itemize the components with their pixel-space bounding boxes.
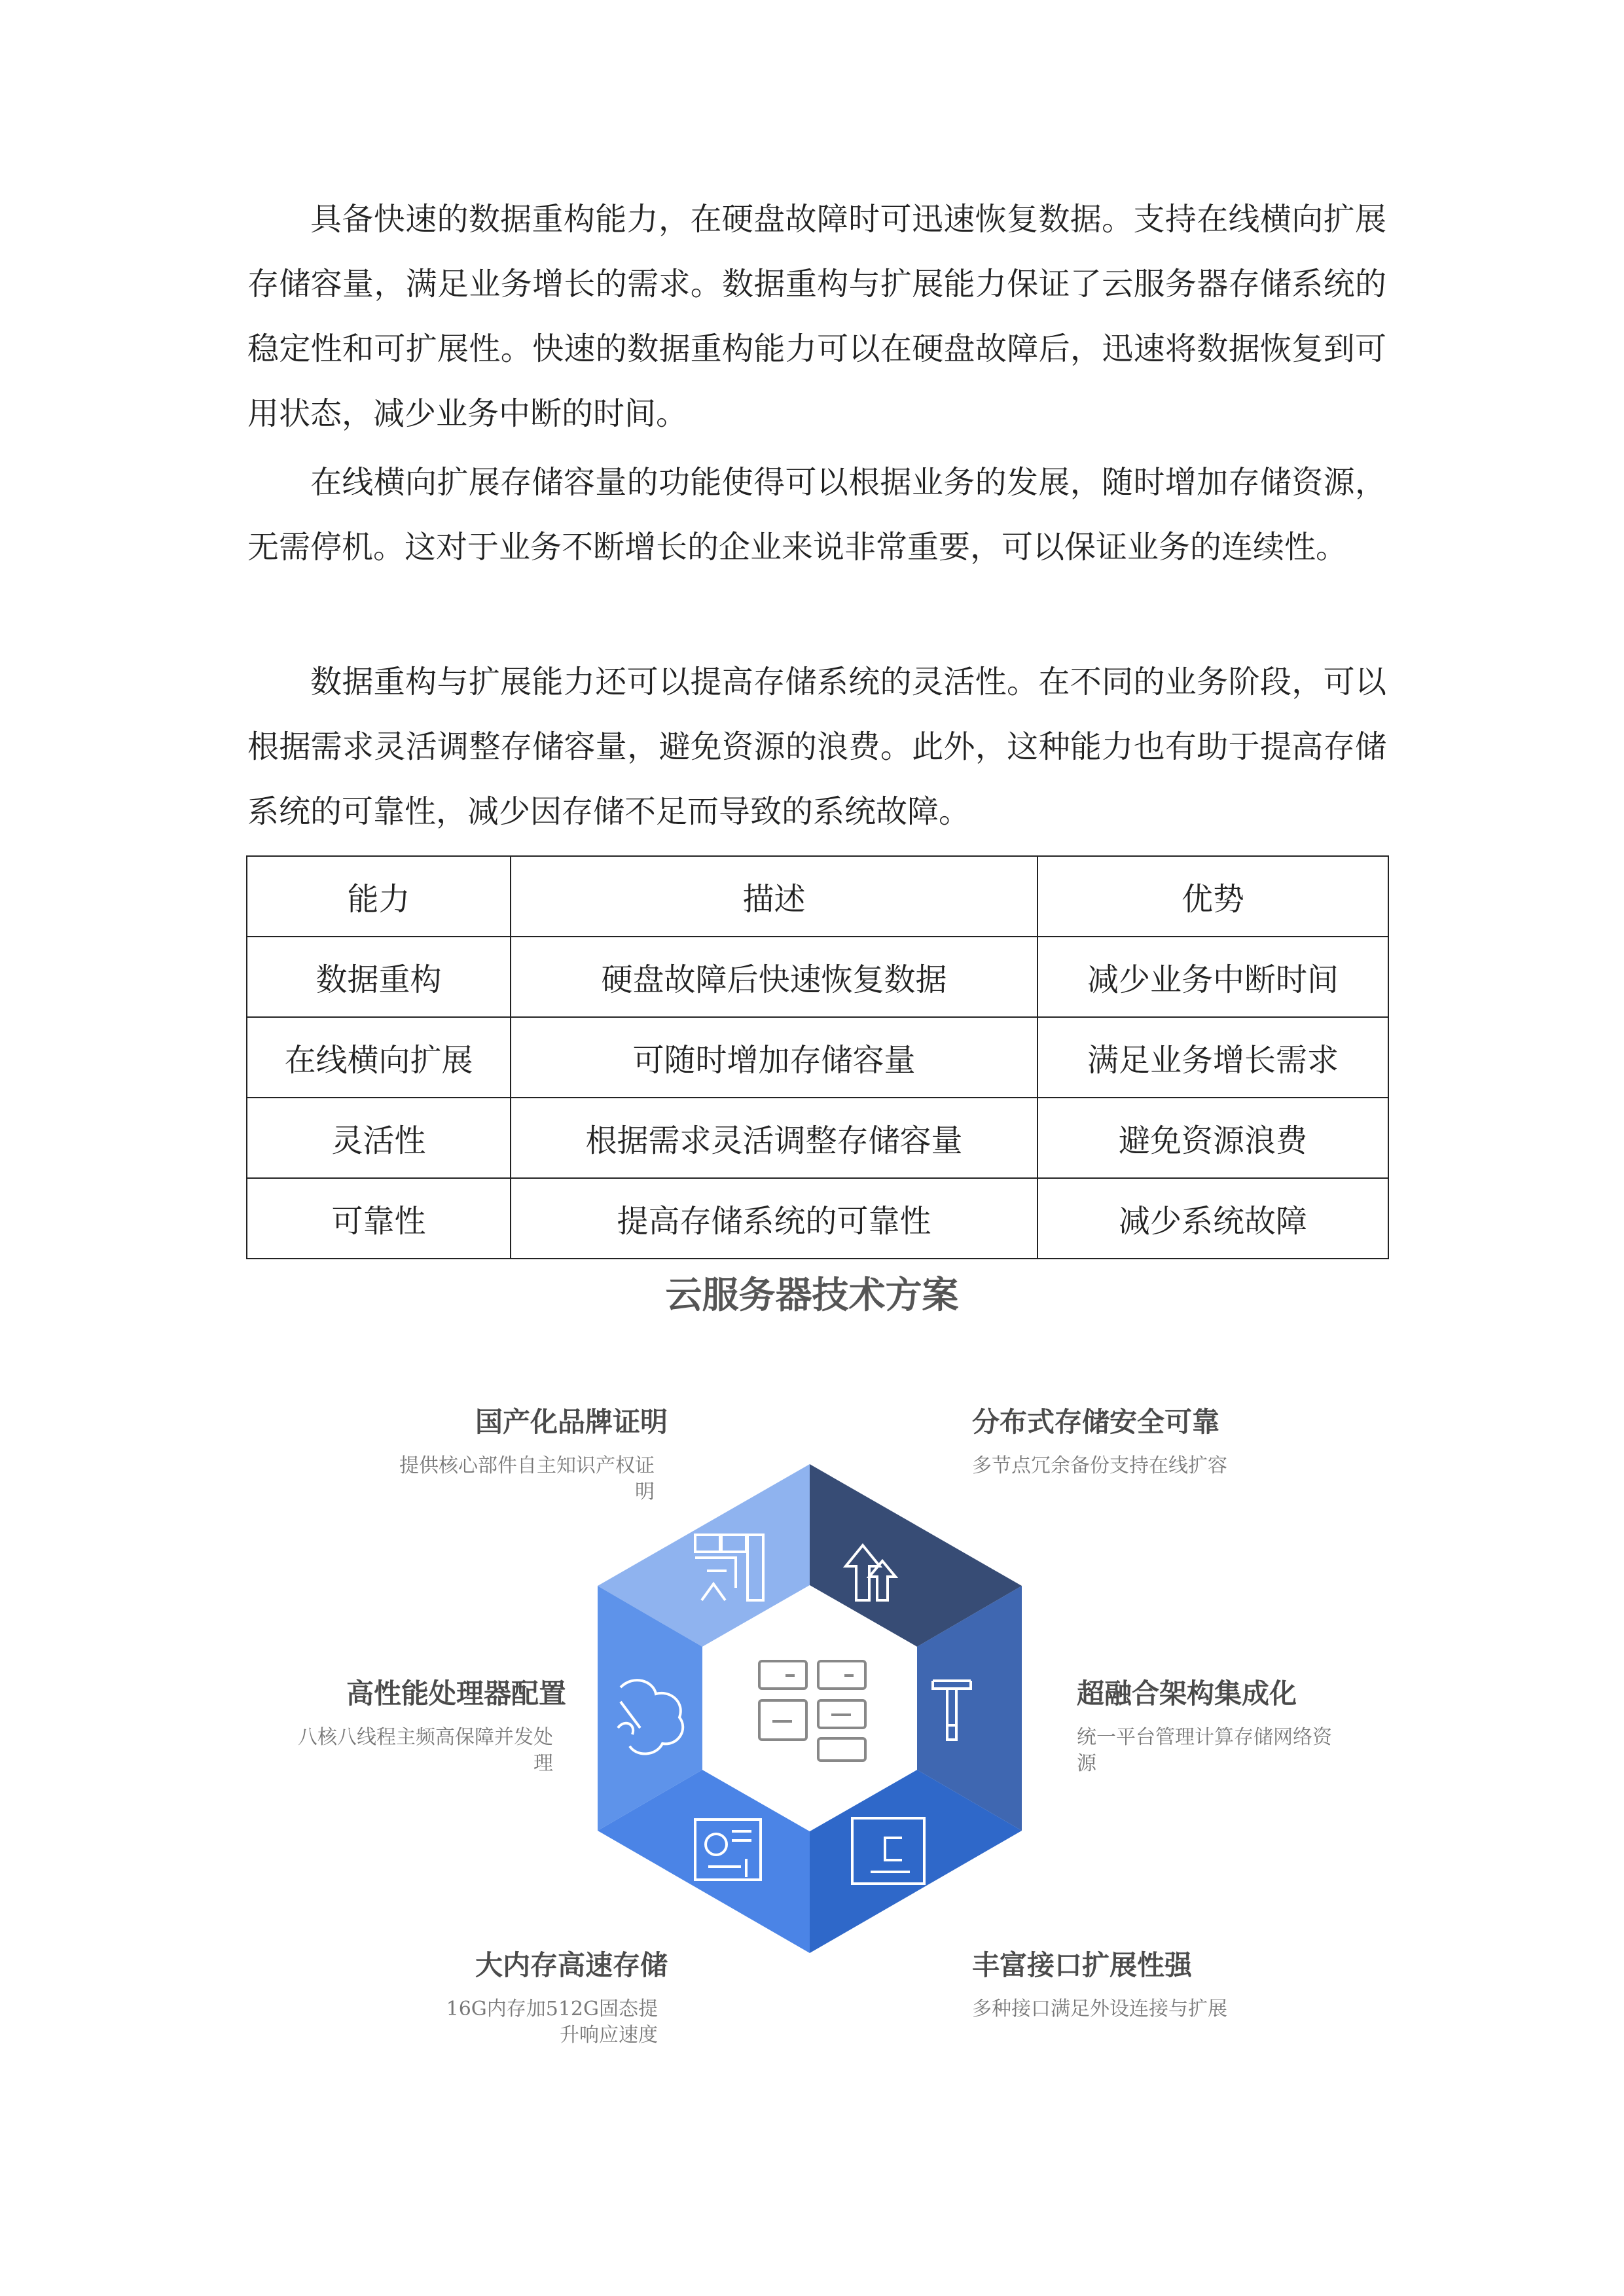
table-cell: 在线横向扩展: [247, 1017, 511, 1098]
table-cell: 避免资源浪费: [1038, 1098, 1388, 1178]
table-cell: 可靠性: [247, 1178, 511, 1259]
table-cell: 提高存储系统的可靠性: [511, 1178, 1038, 1259]
paragraph-3: 数据重构与扩展能力还可以提高存储系统的灵活性。在不同的业务阶段，可以根据需求灵活调整存储容量，避免资源的浪费。此外，这种能力也有助于提高存储系统的可靠性，减少因存储不足而导致的系统故障。: [247, 664, 1386, 830]
feature-title-interfaces: 丰富接口扩展性强: [972, 1949, 1193, 1981]
feature-desc-domestic-brand: 提供核心部件自主知识产权证 明: [399, 1454, 655, 1503]
paragraph-1: 具备快速的数据重构能力，在硬盘故障时可迅速恢复数据。支持在线横向扩展存储容量，满足业务增长的需求。数据重构与扩展能力保证了云服务器存储系统的稳定性和可扩展性。快速的数据重构能力可以在硬盘故障后，迅速将数据恢复到可用状态，减少业务中断的时间。: [247, 201, 1386, 432]
infographic-title: 云服务器技术方案: [665, 1274, 959, 1317]
table-cell: 减少系统故障: [1038, 1178, 1388, 1259]
feature-title-hyperconverged: 超融合架构集成化: [1077, 1677, 1297, 1710]
table-cell: 硬盘故障后快速恢复数据: [511, 937, 1038, 1017]
table-header-cell: 描述: [511, 856, 1038, 937]
table-cell: 灵活性: [247, 1098, 511, 1178]
feature-title-memory: 大内存高速存储: [475, 1949, 668, 1981]
table-cell: 可随时增加存储容量: [511, 1017, 1038, 1098]
feature-title-distributed-storage: 分布式存储安全可靠: [972, 1406, 1220, 1438]
feature-desc-distributed-storage: 多节点冗余备份支持在线扩容: [972, 1454, 1227, 1477]
paragraph-2: 在线横向扩展存储容量的功能使得可以根据业务的发展，随时增加存储资源，无需停机。这对于业务不断增长的企业来说非常重要，可以保证业务的连续性。: [247, 464, 1386, 565]
feature-desc-processor: 八核八线程主频高保障并发处 理: [298, 1726, 553, 1775]
feature-desc-interfaces: 多种接口满足外设连接与扩展: [972, 1998, 1227, 2020]
feature-title-domestic-brand: 国产化品牌证明: [475, 1406, 668, 1438]
table-header-cell: 能力: [247, 856, 511, 937]
table-cell: 减少业务中断时间: [1038, 937, 1388, 1017]
table-cell: 数据重构: [247, 937, 511, 1017]
feature-desc-hyperconverged: 统一平台管理计算存储网络资 源: [1077, 1726, 1332, 1775]
feature-desc-memory: 16G内存加512G固态提 升响应速度: [446, 1998, 658, 2047]
table-cell: 满足业务增长需求: [1038, 1017, 1388, 1098]
feature-title-processor: 高性能处理器配置: [346, 1677, 566, 1710]
table-cell: 根据需求灵活调整存储容量: [511, 1098, 1038, 1178]
table-header-cell: 优势: [1038, 856, 1388, 937]
